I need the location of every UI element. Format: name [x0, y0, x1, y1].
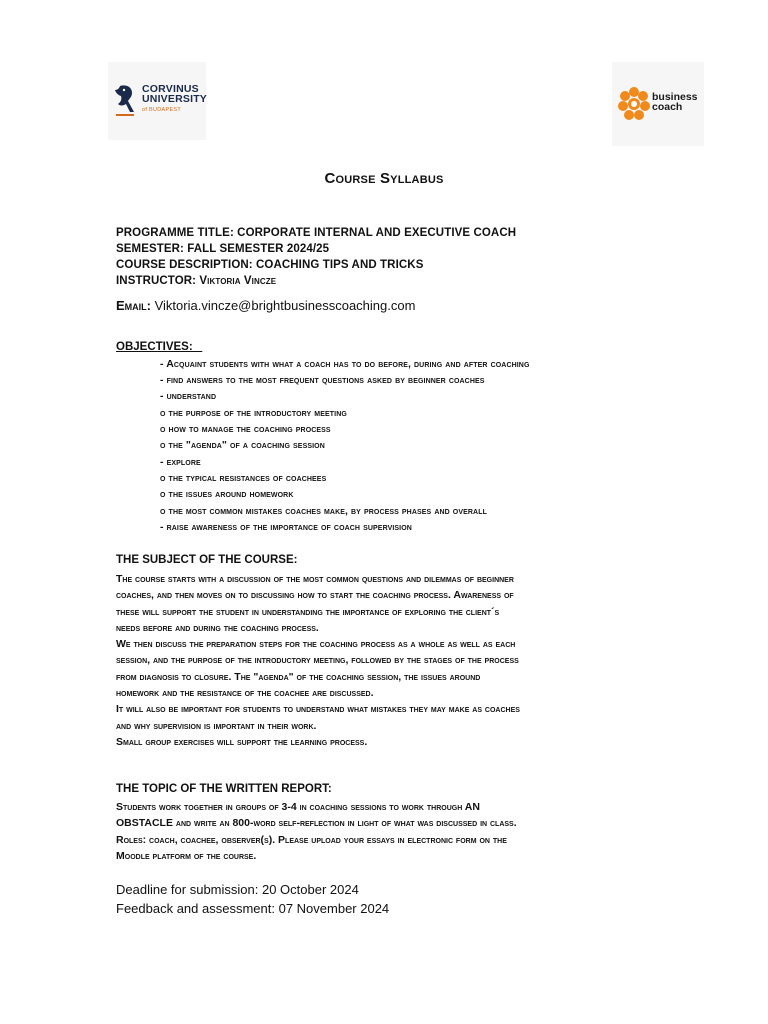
objective-item: o the typical resistances of coachees — [160, 472, 327, 484]
subject-heading: THE SUBJECT OF THE COURSE: — [116, 554, 298, 566]
deadline: Deadline for submission: 20 October 2024 — [116, 882, 359, 897]
objective-item: - Acquaint students with what a coach has to do before, during and after coaching — [160, 358, 530, 370]
programme-title: PROGRAMME TITLE: CORPORATE INTERNAL AND EXECUTIVE COACH — [116, 227, 517, 239]
subject-line: It will also be important for students to understand what mistakes they may make as coaches — [116, 703, 520, 716]
corvinus-logo — [108, 62, 206, 140]
email-label: Email: — [116, 298, 151, 313]
subject-line: coaches, and then moves on to discussing how to start the coaching process. Awareness of — [116, 589, 514, 602]
subject-line: needs before and during the coaching process. — [116, 621, 319, 634]
objective-item: o how to manage the coaching process — [160, 423, 331, 435]
semester: SEMESTER: FALL SEMESTER 2024/25 — [116, 243, 330, 255]
objective-item: - raise awareness of the importance of coach supervision — [160, 521, 412, 533]
raven-icon — [114, 84, 138, 114]
email-line — [116, 298, 415, 313]
report-heading: THE TOPIC OF THE WRITTEN REPORT: — [116, 783, 332, 795]
subject-line: The course starts with a discussion of the most common questions and dilemmas of beginner — [116, 573, 514, 585]
objective-item: o the most common mistakes coaches make, by process phases and overall — [160, 505, 487, 517]
subject-line: homework and the resistance of the coachee are discussed. — [116, 687, 374, 700]
corvinus-wordmark: CORVINUS UNIVERSITY — [142, 83, 208, 105]
feedback-date: Feedback and assessment: 07 November 2024 — [116, 901, 390, 916]
subject-line: Small group exercises will support the learning process. — [116, 735, 368, 748]
subject-paragraph — [116, 571, 661, 750]
business-coach-logo — [612, 62, 704, 146]
objective-item: o the issues around homework — [160, 488, 294, 500]
objective-item: o the purpose of the introductory meeting — [160, 407, 347, 419]
report-line: Students work together in groups of 3-4 in coaching sessions to work through AN — [116, 801, 480, 813]
business-coach-wordmark: business coach — [652, 91, 698, 113]
objective-item: o the "agenda" of a coaching session — [160, 439, 325, 451]
report-paragraph — [116, 799, 661, 864]
objective-item: - understand — [160, 390, 217, 402]
instructor-name: Viktoria Vincze — [199, 275, 277, 287]
flower-icon — [616, 84, 652, 124]
course-description: COURSE DESCRIPTION: COACHING TIPS AND TRICKS — [116, 259, 424, 271]
report-line: Moodle platform of the course. — [116, 849, 257, 862]
objective-item: - explore — [160, 456, 201, 468]
instructor — [116, 275, 276, 287]
instructor-label: INSTRUCTOR: — [116, 275, 200, 287]
report-line: Roles: coach, coachee, observer(s). Please upload your essays in electronic form on the — [116, 833, 507, 846]
subject-line: We then discuss the preparation steps for the coaching process as a whole as well as each — [116, 638, 516, 651]
subject-line: session, and the purpose of the introductory meeting, followed by the stages of the process — [116, 654, 519, 667]
logo-accent-line — [116, 114, 134, 116]
objective-item: - find answers to the most frequent questions asked by beginner coaches — [160, 374, 485, 386]
subject-line: and why supervision is important in their work. — [116, 719, 317, 732]
subject-line: these will support the student in understanding the importance of exploring the client´s — [116, 605, 500, 618]
report-line: OBSTACLE and write an 800-word self-reflection in light of what was discussed in class. — [116, 817, 517, 830]
corvinus-subtitle: of BUDAPEST — [142, 107, 182, 113]
subject-line: from diagnosis to closure. The "agenda" of the coaching session, the issues around — [116, 670, 481, 683]
objectives-heading: OBJECTIVES: — [116, 341, 203, 353]
document-title: Course Syllabus — [324, 170, 444, 187]
email-value: Viktoria.vincze@brightbusinesscoaching.com — [151, 298, 416, 313]
